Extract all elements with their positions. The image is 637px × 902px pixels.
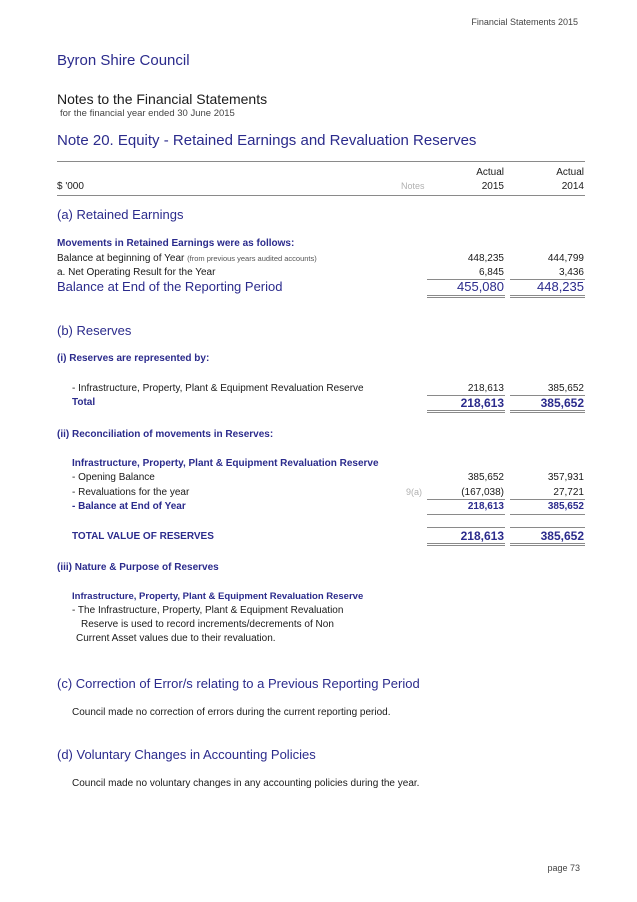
net-result-label: a. Net Operating Result for the Year <box>57 267 216 278</box>
rule-tvr-2015-top <box>427 527 505 528</box>
rule-bi-2015-bottom-1 <box>427 410 505 411</box>
col-2014-year: 2014 <box>561 181 584 192</box>
section-b-title: (b) Reserves <box>57 323 132 338</box>
opening-balance-label: Balance at beginning of Year <box>57 253 185 264</box>
purpose-line-2: Reserve is used to record increments/decrements of Non <box>81 619 334 630</box>
opening-balance-row <box>57 253 317 264</box>
header-top-rule <box>57 161 585 162</box>
section-c-title: (c) Correction of Error/s relating to a Previous Reporting Period <box>57 676 420 691</box>
retained-total-2014: 448,235 <box>537 279 584 294</box>
reserve-total-label: Total <box>72 397 96 408</box>
retained-total-2015: 455,080 <box>457 279 504 294</box>
reserve-total-2015: 218,613 <box>460 396 504 410</box>
header-bottom-rule <box>57 195 585 196</box>
unit-label: $ '000 <box>57 181 84 192</box>
end-balance-2015: 218,613 <box>467 501 504 512</box>
opening-reserve-2014: 357,931 <box>547 472 584 483</box>
total-reserves-2014: 385,652 <box>540 529 584 543</box>
notes-title: Notes to the Financial Statements <box>57 91 268 107</box>
rule-a-2014-bottom-2 <box>510 297 585 298</box>
section-d-title: (d) Voluntary Changes in Accounting Policies <box>57 747 316 762</box>
col-2015-actual: Actual <box>476 167 504 178</box>
revaluations-note-ref: 9(a) <box>406 487 423 497</box>
end-balance-label: - Balance at End of Year <box>72 501 186 512</box>
period: for the financial year ended 30 June 2015 <box>60 108 235 119</box>
rule-bii-2014-bottom <box>510 514 585 515</box>
section-c-body: Council made no correction of errors during the current reporting period. <box>72 707 391 718</box>
rule-bi-2014-bottom-2 <box>510 412 585 413</box>
rule-bi-2015-bottom-2 <box>427 412 505 413</box>
retained-total-label: Balance at End of the Reporting Period <box>57 279 283 294</box>
rule-bii-2015-top <box>427 499 505 500</box>
revaluations-2015: (167,038) <box>461 487 504 498</box>
section-a-title: (a) Retained Earnings <box>57 207 184 222</box>
section-b-sub-i: (i) Reserves are represented by: <box>57 353 210 364</box>
section-a-subtitle: Movements in Retained Earnings were as follows: <box>57 238 295 249</box>
reserve-row-2014: 385,652 <box>547 383 584 394</box>
rule-tvr-2014-bottom-2 <box>510 545 585 546</box>
note-title: Note 20. Equity - Retained Earnings and Revaluation Reserves <box>57 132 477 149</box>
rule-bii-2014-top <box>510 499 585 500</box>
rule-bii-2015-bottom <box>427 514 505 515</box>
revaluations-label: - Revaluations for the year <box>72 487 190 498</box>
reserve-row-2015: 218,613 <box>467 383 504 394</box>
col-2014-actual: Actual <box>556 167 584 178</box>
revaluations-2014: 27,721 <box>553 487 584 498</box>
council-name: Byron Shire Council <box>57 52 190 69</box>
page-number: page 73 <box>547 863 580 873</box>
section-b-sub-ii: (ii) Reconciliation of movements in Reserves: <box>57 429 274 440</box>
section-d-body: Council made no voluntary changes in any accounting policies during the year. <box>72 778 420 789</box>
reserve-total-2014: 385,652 <box>540 396 584 410</box>
report-title: Financial Statements 2015 <box>471 17 578 27</box>
rule-tvr-2015-bottom-2 <box>427 545 505 546</box>
total-reserves-2015: 218,613 <box>460 529 504 543</box>
notes-column-label: Notes <box>401 181 425 191</box>
opening-balance-note: (from previous years audited accounts) <box>187 254 317 263</box>
rule-tvr-2014-top <box>510 527 585 528</box>
rule-a-2015-bottom-1 <box>427 295 505 296</box>
opening-balance-2014: 444,799 <box>547 253 584 264</box>
net-result-2015: 6,845 <box>478 267 504 278</box>
col-2015-year: 2015 <box>481 181 504 192</box>
rule-a-2014-bottom-1 <box>510 295 585 296</box>
rule-tvr-2015-bottom-1 <box>427 543 505 544</box>
purpose-line-3: Current Asset values due to their revaluation. <box>76 633 276 644</box>
total-reserves-label: TOTAL VALUE OF RESERVES <box>72 531 214 542</box>
opening-balance-2015: 448,235 <box>467 253 504 264</box>
reserve-row-label: - Infrastructure, Property, Plant & Equipment Revaluation Reserve <box>72 383 364 394</box>
end-balance-2014: 385,652 <box>547 501 584 512</box>
net-result-2014: 3,436 <box>558 267 584 278</box>
purpose-line-1: - The Infrastructure, Property, Plant & Equipment Revaluation <box>72 605 344 616</box>
rule-bi-2014-bottom-1 <box>510 410 585 411</box>
rule-tvr-2014-bottom-1 <box>510 543 585 544</box>
opening-reserve-2015: 385,652 <box>467 472 504 483</box>
reconciliation-heading: Infrastructure, Property, Plant & Equipment Revaluation Reserve <box>72 458 379 469</box>
rule-a-2015-bottom-2 <box>427 297 505 298</box>
purpose-heading: Infrastructure, Property, Plant & Equipment Revaluation Reserve <box>72 591 364 602</box>
section-b-sub-iii: (iii) Nature & Purpose of Reserves <box>57 562 219 573</box>
opening-reserve-label: - Opening Balance <box>72 472 155 483</box>
